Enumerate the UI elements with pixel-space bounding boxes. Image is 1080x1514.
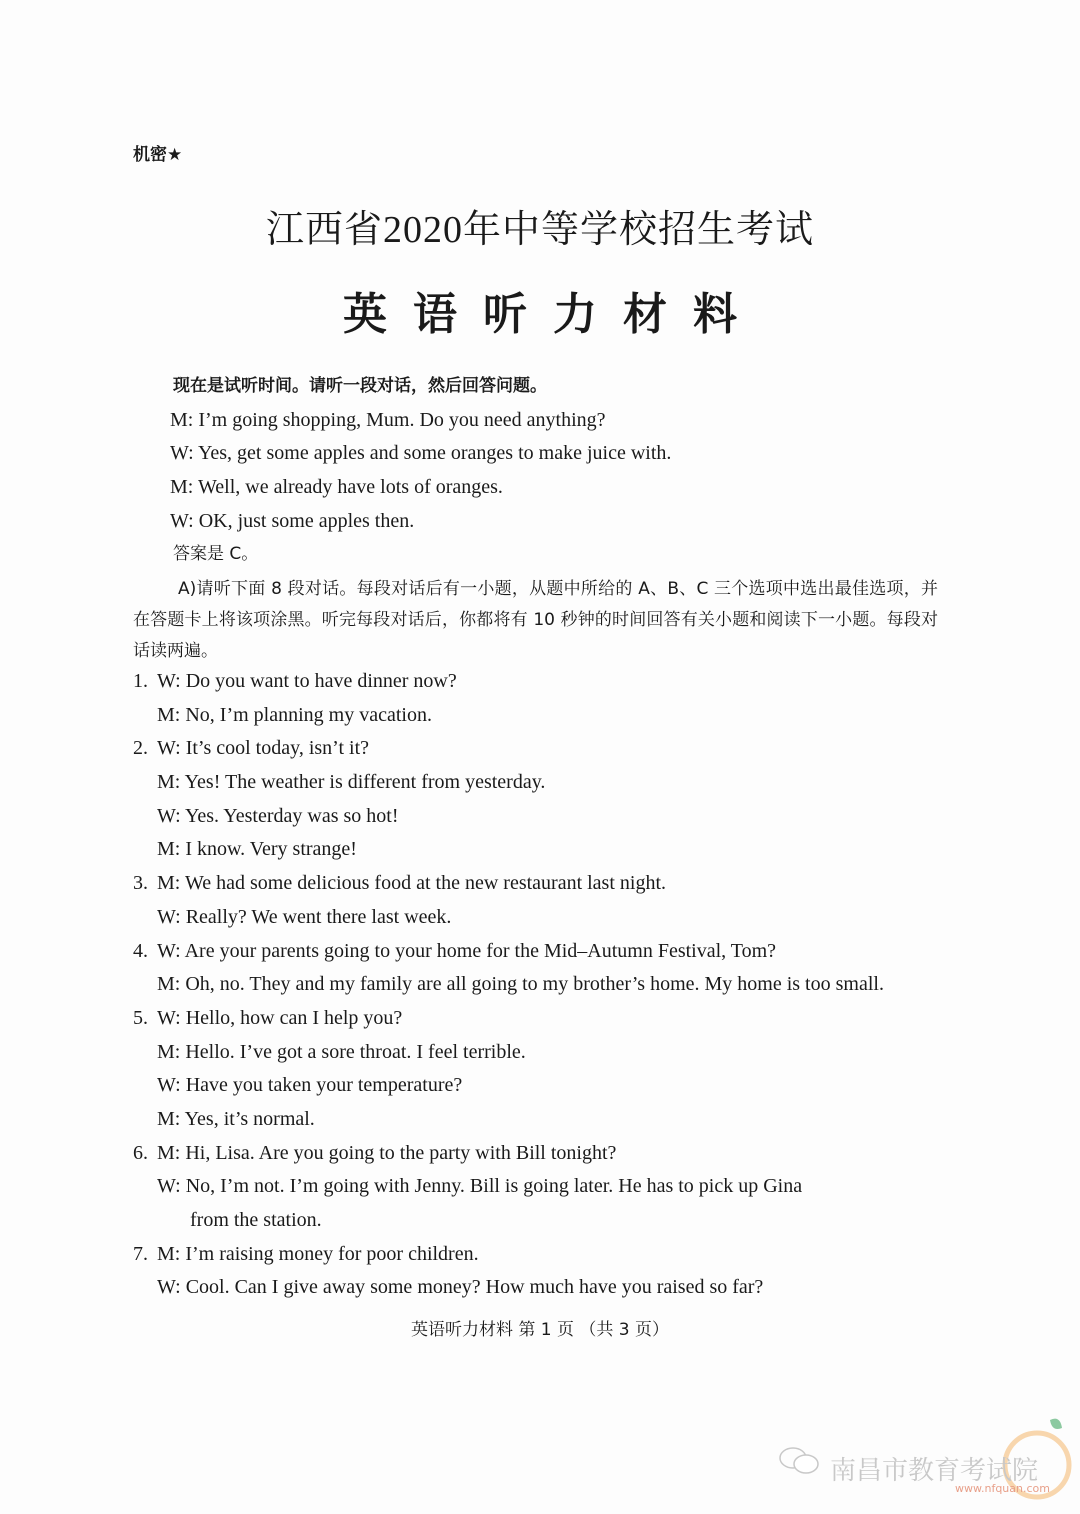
dialogue-line	[0, 1036, 1080, 1070]
sample-line	[0, 471, 1080, 505]
dialogue-line	[0, 766, 1080, 800]
dialogue-text: from the station.	[190, 1209, 322, 1231]
dialogue-line	[0, 1204, 1080, 1238]
question-number: 6.	[133, 1141, 148, 1164]
dialogue-text: W: Are your parents going to your home for the Mid–Autumn Festival, Tom?	[157, 939, 777, 962]
sample-line-text: W: OK, just some apples then.	[170, 509, 415, 532]
dialogue-text: M: We had some delicious food at the new restaurant last night.	[157, 872, 667, 895]
dialogue-text: W: It’s cool today, isn’t it?	[157, 737, 370, 760]
question-number: 7.	[133, 1242, 148, 1265]
page-footer: 英语听力材料 第 1 页 （共 3 页）	[410, 1320, 670, 1340]
dialogue-text: M: Yes, it’s normal.	[157, 1107, 315, 1130]
dialogue-line	[0, 1103, 1080, 1137]
dialogue-text: W: No, I’m not. I’m going with Jenny. Bill is going later. He has to pick up Gina	[157, 1175, 803, 1198]
dialogue-text: M: I know. Very strange!	[157, 838, 357, 861]
dialogue-text: M: Oh, no. They and my family are all going to my brother’s home. My home is too small.	[157, 973, 884, 996]
dialogue-text: W: Yes. Yesterday was so hot!	[157, 804, 399, 827]
question-number: 2.	[133, 737, 148, 760]
sample-section	[0, 370, 1080, 572]
watermark-text: 南昌市教育考试院	[830, 1456, 1039, 1486]
dialogue-text: M: I’m raising money for poor children.	[157, 1242, 479, 1265]
sample-line	[0, 437, 1080, 471]
dialogue-line	[0, 732, 1080, 766]
sample-line	[0, 505, 1080, 539]
dialogue-line	[0, 800, 1080, 834]
sample-line-text: 答案是 C。	[173, 544, 259, 565]
dialogue-text: W: Have you taken your temperature?	[157, 1074, 463, 1097]
dialogue-text: W: Hello, how can I help you?	[157, 1006, 403, 1029]
watermark-url: www.nfquan.com	[955, 1482, 1050, 1495]
wechat-icon	[778, 1446, 822, 1476]
dialogue-line	[0, 665, 1080, 699]
dialogue-list	[0, 665, 1080, 1305]
dialogue-line	[0, 1170, 1080, 1204]
question-number: 5.	[133, 1006, 148, 1029]
sample-line-text: W: Yes, get some apples and some oranges to make juice with.	[170, 442, 672, 465]
dialogue-text: M: Hi, Lisa. Are you going to the party with Bill tonight?	[157, 1141, 617, 1164]
sample-line	[0, 404, 1080, 438]
dialogue-text: W: Cool. Can I give away some money? How much have you raised so far?	[157, 1276, 764, 1299]
exam-title: 江西省2020年中等学校招生考试	[265, 209, 814, 251]
sample-line-text: M: Well, we already have lots of oranges.	[170, 476, 503, 499]
dialogue-line	[0, 699, 1080, 733]
question-number: 1.	[133, 670, 148, 692]
question-number: 4.	[133, 939, 148, 962]
dialogue-line	[0, 833, 1080, 867]
confidential-label: 机密★	[133, 145, 183, 165]
sample-line-text: M: I’m going shopping, Mum. Do you need anything?	[170, 408, 606, 431]
instructions-paragraph: A)请听下面 8 段对话。每段对话后有一小题，从题中所给的 A、B、C 三个选项中选出最佳选项，并在答题卡上将该项涂黑。听完每段对话后，你都将有 10 秒钟的时间回答有关小题和阅读下一小题。每段对话读两遍。	[133, 579, 938, 661]
dialogue-text: M: Yes! The weather is different from yesterday.	[157, 771, 546, 794]
dialogue-line	[0, 968, 1080, 1002]
question-number: 3.	[133, 872, 148, 895]
dialogue-line	[0, 1238, 1080, 1272]
dialogue-line	[0, 935, 1080, 969]
dialogue-line	[0, 1137, 1080, 1171]
dialogue-line	[0, 1002, 1080, 1036]
sample-line-text: 现在是试听时间。请听一段对话，然后回答问题。	[173, 376, 547, 396]
dialogue-line	[0, 1271, 1080, 1305]
dialogue-text: M: No, I’m planning my vacation.	[157, 703, 432, 726]
dialogue-line	[0, 1069, 1080, 1103]
dialogue-text: W: Do you want to have dinner now?	[157, 670, 457, 692]
sample-line	[0, 538, 1080, 572]
dialogue-line	[0, 901, 1080, 935]
document-title: 英语听力材料	[343, 289, 763, 340]
dialogue-text: M: Hello. I’ve got a sore throat. I feel terrible.	[157, 1040, 526, 1063]
sample-line	[0, 370, 1080, 404]
dialogue-line	[0, 867, 1080, 901]
dialogue-text: W: Really? We went there last week.	[157, 905, 452, 928]
